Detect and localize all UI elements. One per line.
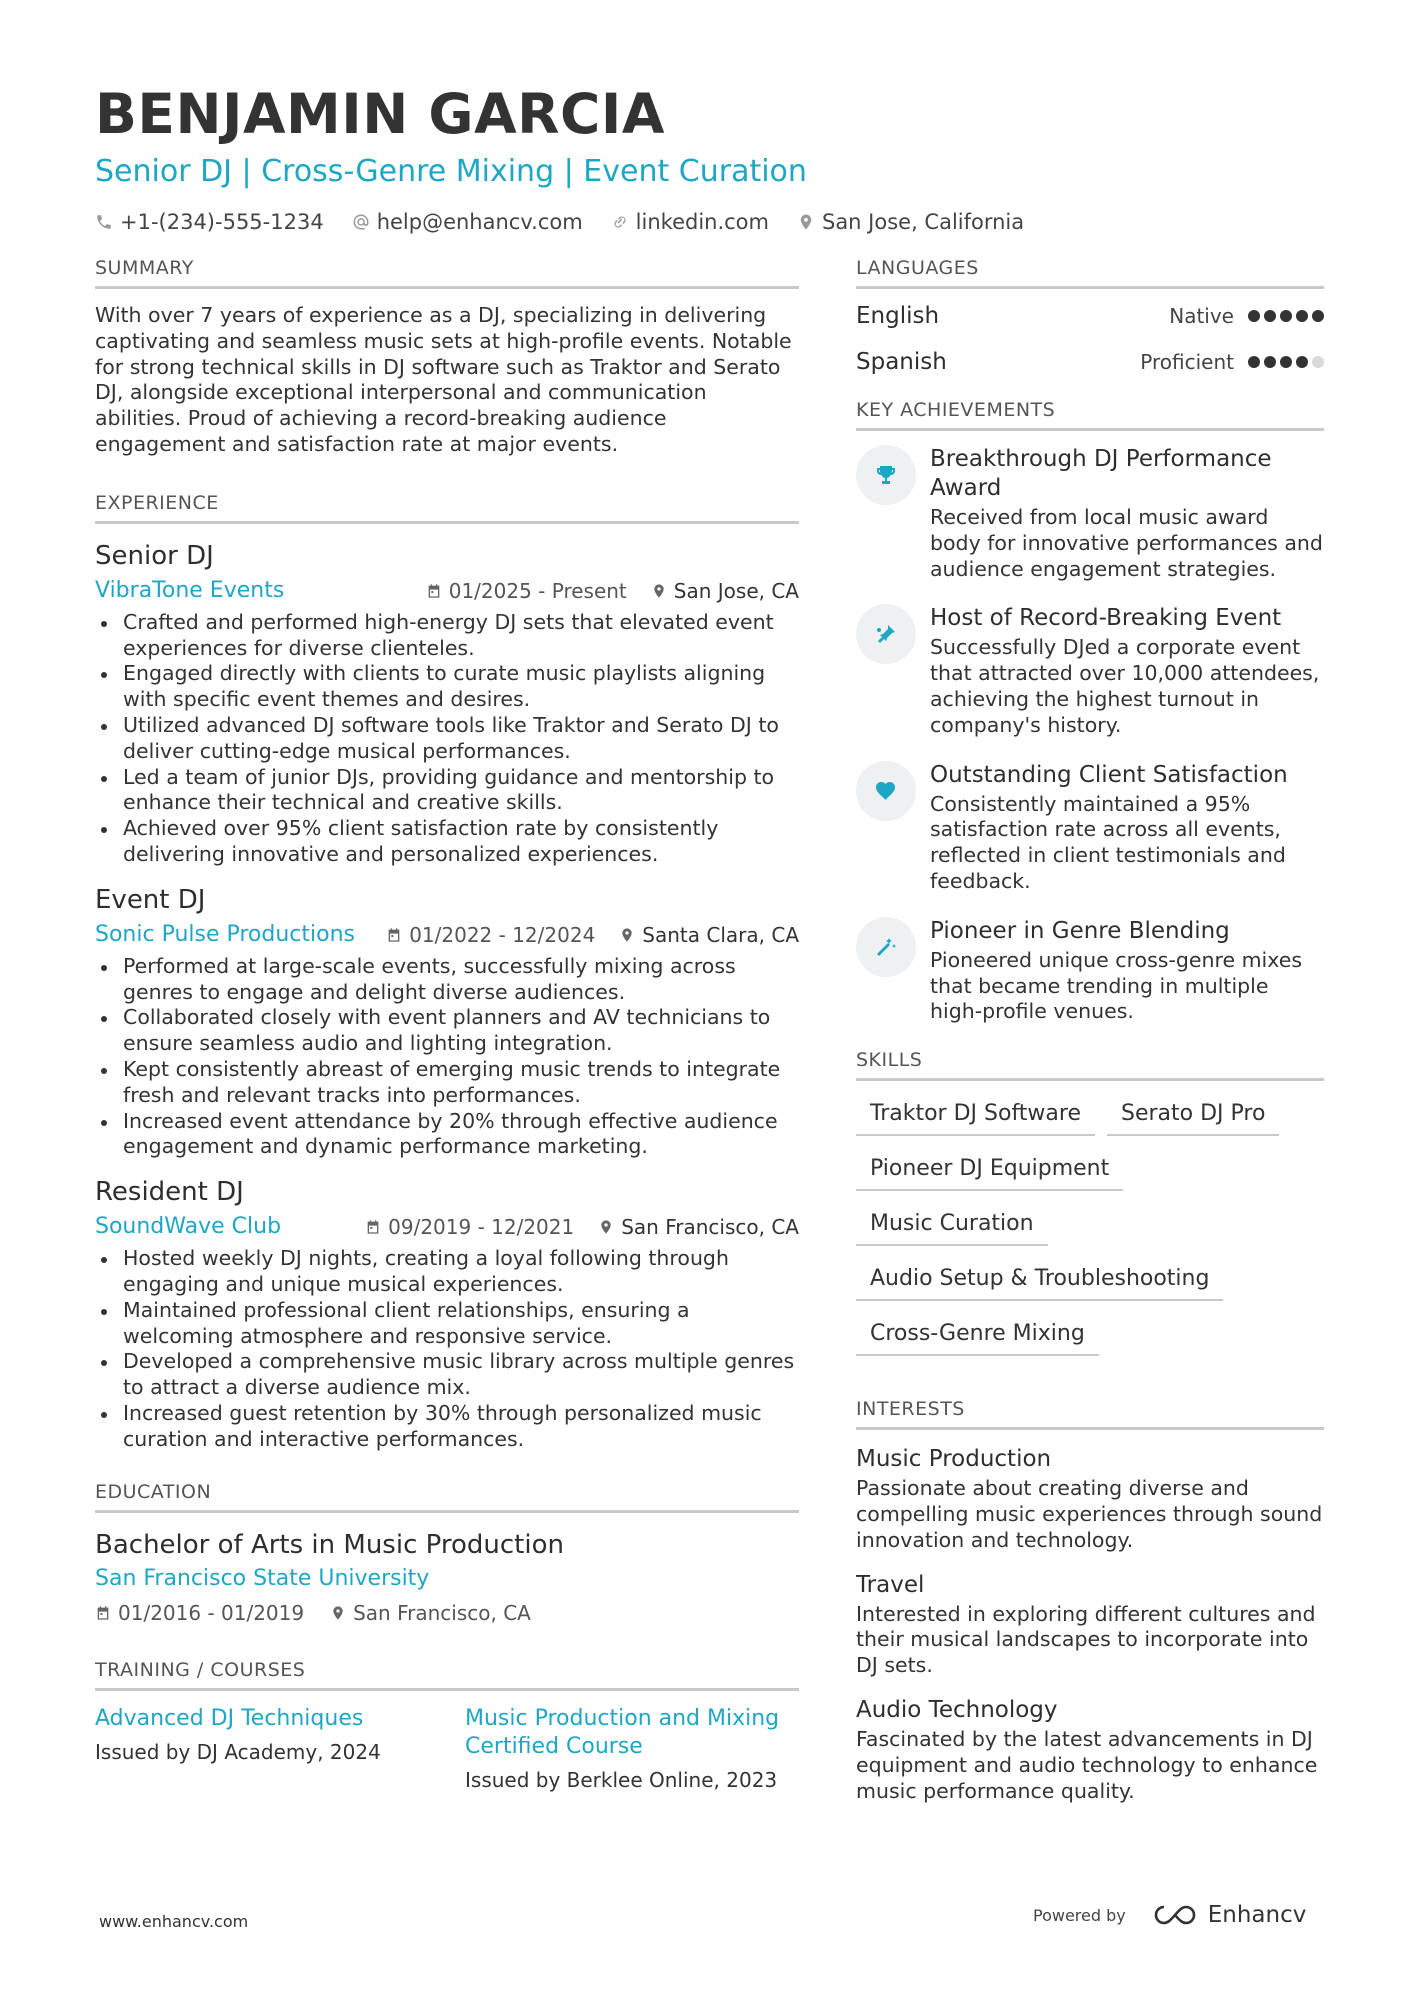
contact-linkedin [611, 210, 769, 234]
degree-title: Bachelor of Arts in Music Production [95, 1529, 564, 1560]
company-name: VibraTone Events [95, 577, 285, 603]
course-name: Advanced DJ Techniques [95, 1705, 364, 1731]
training-section [95, 1657, 799, 1793]
course-issuer: Issued by DJ Academy, 2024 [95, 1739, 381, 1764]
list-item: Collaborated closely with event planners and AV technicians to ensure seamless audio and lighting integration. [95, 1005, 799, 1057]
contact-phone [95, 210, 324, 234]
skill-tags [856, 1095, 1324, 1356]
list-item: Utilized advanced DJ software tools like Traktor and Serato DJ to deliver cutting-edge musical performances. [95, 713, 799, 765]
job-title: Event DJ [95, 884, 206, 915]
contact-email [352, 210, 583, 234]
achievement-desc: Consistently maintained a 95% satisfaction rate across all events, reflected in client testimonials and feedback. [930, 791, 1286, 893]
job-title: Senior DJ [95, 540, 214, 571]
skill-tag: Music Curation [856, 1205, 1048, 1246]
interest-title: Audio Technology [856, 1696, 1058, 1723]
email-text[interactable]: help@enhancv.com [376, 210, 583, 234]
achievement-title: Breakthrough DJ Performance Award [930, 446, 1272, 501]
linkedin-text[interactable]: linkedin.com [635, 210, 769, 234]
job-location: San Jose, CA [673, 578, 799, 603]
list-item: Developed a comprehensive music library across multiple genres to attract a diverse audience mix. [95, 1349, 799, 1401]
list-item: Maintained professional client relationships, ensuring a welcoming atmosphere and responsive service. [95, 1298, 799, 1350]
footer-branding [1033, 1902, 1306, 1928]
job-entry [95, 882, 799, 1160]
job-meta [95, 576, 799, 606]
language-rating [1248, 356, 1324, 368]
interest-desc: Interested in exploring different cultures and their musical landscapes to incorporate into DJ sets. [856, 1601, 1316, 1678]
education-dates: 01/2016 - 01/2019 [118, 1600, 305, 1625]
achievement-item [856, 445, 1324, 582]
interest-title: Music Production [856, 1446, 1052, 1473]
footer-website[interactable]: www.enhancv.com [99, 1912, 249, 1931]
job-dates: 09/2019 - 12/2021 [388, 1215, 575, 1240]
language-row [856, 303, 1324, 329]
left-column [95, 255, 799, 1825]
job-bullets [95, 954, 799, 1160]
link-icon [611, 213, 629, 231]
language-rating [1248, 310, 1324, 322]
phone-icon [95, 213, 113, 231]
section-title: INTERESTS [856, 1396, 1324, 1430]
company-name: Sonic Pulse Productions [95, 921, 356, 947]
job-title: Resident DJ [95, 1177, 244, 1208]
rating-dot [1280, 310, 1292, 322]
experience-section [95, 490, 799, 1453]
list-item: Crafted and performed high-energy DJ sets that elevated event experiences for diverse clienteles. [95, 610, 799, 662]
job-bullets [95, 610, 799, 868]
interest-desc: Passionate about creating diverse and compelling music experiences through sound innovation and technology. [856, 1476, 1323, 1552]
job-location: San Francisco, CA [621, 1215, 799, 1240]
skill-tag: Serato DJ Pro [1107, 1095, 1279, 1136]
rating-dot [1280, 356, 1292, 368]
rating-dot [1296, 356, 1308, 368]
map-pin-icon [619, 927, 635, 943]
achievement-title: Host of Record-Breaking Event [930, 605, 1282, 632]
section-title: TRAINING / COURSES [95, 1657, 799, 1691]
language-level: Native [1169, 304, 1234, 328]
contact-location [797, 210, 1024, 234]
list-item: Kept consistently abreast of emerging music trends to integrate fresh and relevant tracks into performances. [95, 1057, 799, 1109]
achievement-item [856, 761, 1324, 895]
language-name: English [856, 303, 940, 329]
language-name: Spanish [856, 349, 947, 375]
calendar-icon [95, 1605, 111, 1621]
course-list [95, 1705, 799, 1793]
section-title: SKILLS [856, 1047, 1324, 1081]
list-item: Led a team of junior DJs, providing guidance and mentorship to enhance their technical and creative skills. [95, 765, 799, 817]
course-name: Music Production and Mixing Certified Course [465, 1705, 780, 1759]
interest-title: Travel [856, 1571, 925, 1598]
education-section [95, 1479, 799, 1625]
interest-item [856, 1444, 1324, 1553]
skill-tag: Audio Setup & Troubleshooting [856, 1260, 1223, 1301]
achievement-item [856, 917, 1324, 1025]
achievement-title: Pioneer in Genre Blending [930, 917, 1230, 944]
pen-nib-icon [874, 622, 898, 646]
map-pin-icon [651, 583, 667, 599]
job-location: Santa Clara, CA [642, 922, 799, 947]
resume-header [95, 78, 1325, 234]
rating-dot [1248, 310, 1260, 322]
job-meta [95, 920, 799, 950]
skill-tag: Pioneer DJ Equipment [856, 1150, 1123, 1191]
map-pin-icon [797, 213, 815, 231]
education-location: San Francisco, CA [353, 1600, 531, 1625]
skill-tag: Cross-Genre Mixing [856, 1315, 1099, 1356]
interests-section [856, 1396, 1324, 1804]
job-entry [95, 538, 799, 868]
company-name: SoundWave Club [95, 1214, 282, 1240]
brand-name: Enhancv [1207, 1902, 1307, 1928]
section-title: LANGUAGES [856, 255, 1324, 289]
map-pin-icon [330, 1605, 346, 1621]
rating-dot [1312, 310, 1324, 322]
rating-dot [1264, 356, 1276, 368]
contact-bar [95, 210, 1325, 234]
education-meta [95, 1601, 799, 1625]
language-row [856, 349, 1324, 375]
achievement-desc: Received from local music award body for innovative performances and audience engagement strategies. [930, 505, 1323, 581]
heart-icon [874, 779, 898, 803]
summary-section [95, 255, 799, 458]
rating-dot [1264, 310, 1276, 322]
calendar-icon [365, 1219, 381, 1235]
section-title: SUMMARY [95, 255, 799, 289]
trophy-icon [874, 463, 898, 487]
section-title: KEY ACHIEVEMENTS [856, 397, 1324, 431]
list-item: Increased event attendance by 20% through effective audience engagement and dynamic performance marketing. [95, 1109, 799, 1161]
section-title: EXPERIENCE [95, 490, 799, 524]
achievement-desc: Pioneered unique cross-genre mixes that became trending in multiple high-profile venues. [930, 947, 1303, 1024]
magic-wand-icon [874, 935, 898, 959]
calendar-icon [386, 927, 402, 943]
achievement-title: Outstanding Client Satisfaction [930, 761, 1288, 788]
language-level: Proficient [1140, 350, 1234, 374]
interest-item [856, 1570, 1324, 1679]
job-dates: 01/2025 - Present [448, 578, 627, 603]
course-item [95, 1705, 415, 1793]
at-icon [352, 213, 370, 231]
brand-logo[interactable] [1152, 1902, 1307, 1928]
course-issuer: Issued by Berklee Online, 2023 [465, 1767, 778, 1792]
achievements-section [856, 397, 1324, 1025]
job-entry [95, 1174, 799, 1452]
school-name: San Francisco State University [95, 1565, 430, 1591]
location-text: San Jose, California [821, 210, 1025, 234]
calendar-icon [426, 583, 442, 599]
map-pin-icon [598, 1219, 614, 1235]
section-title: EDUCATION [95, 1479, 799, 1513]
phone-text[interactable]: +1-(234)-555-1234 [120, 210, 324, 234]
skill-tag: Traktor DJ Software [856, 1095, 1095, 1136]
enhancv-logo-icon [1152, 1903, 1198, 1927]
list-item: Increased guest retention by 30% through personalized music curation and interactive performances. [95, 1401, 799, 1453]
right-column [856, 255, 1324, 1836]
languages-section [856, 255, 1324, 375]
candidate-name: BENJAMIN GARCIA [95, 82, 665, 146]
rating-dot [1296, 310, 1308, 322]
list-item: Hosted weekly DJ nights, creating a loyal following through engaging and unique musical experiences. [95, 1246, 799, 1298]
achievement-item [856, 604, 1324, 738]
powered-by-label: Powered by [1033, 1905, 1126, 1925]
summary-text: With over 7 years of experience as a DJ, specializing in delivering captivating and seamless music sets at high-profile events. Notable for strong technical skills in DJ software such as Traktor and Serato DJ, alongside exceptional interpersonal and communication abilities. Proud of achieving a record-breaking audience engagement and satisfaction rate at major events. [95, 303, 792, 456]
list-item: Engaged directly with clients to curate music playlists aligning with specific event themes and desires. [95, 661, 799, 713]
course-item [465, 1705, 785, 1793]
list-item: Achieved over 95% client satisfaction rate by consistently delivering innovative and personalized experiences. [95, 816, 799, 868]
job-meta [95, 1212, 799, 1242]
job-dates: 01/2022 - 12/2024 [409, 922, 596, 947]
rating-dot [1312, 356, 1324, 368]
interest-item [856, 1695, 1324, 1804]
job-bullets [95, 1246, 799, 1452]
skills-section [856, 1047, 1324, 1356]
interest-desc: Fascinated by the latest advancements in DJ equipment and audio technology to enhance music performance quality. [856, 1726, 1318, 1803]
rating-dot [1248, 356, 1260, 368]
list-item: Performed at large-scale events, successfully mixing across genres to engage and delight diverse audiences. [95, 954, 799, 1006]
achievement-desc: Successfully DJed a corporate event that attracted over 10,000 attendees, achieving the highest turnout in company's history. [930, 635, 1320, 737]
candidate-headline: Senior DJ | Cross-Genre Mixing | Event Curation [95, 154, 807, 189]
